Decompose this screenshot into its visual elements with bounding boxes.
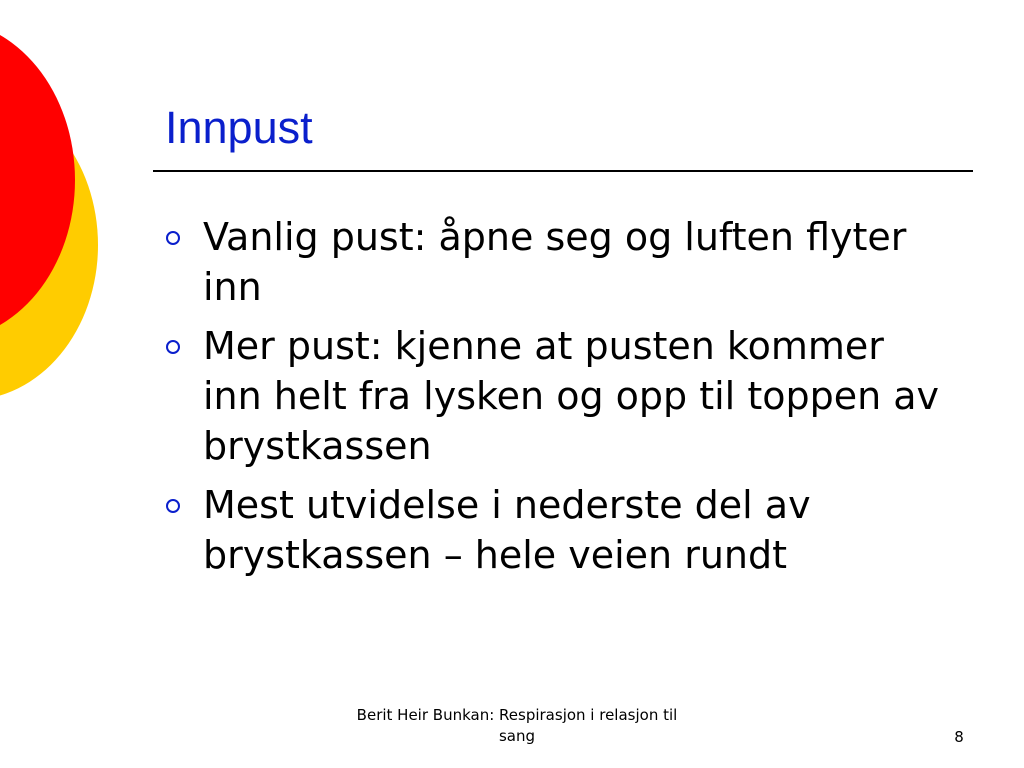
bullet-item bbox=[160, 480, 940, 580]
hollow-circle-icon bbox=[166, 340, 180, 354]
bullet-item bbox=[160, 212, 940, 312]
bullet-text: Mest utvidelse i nederste del av brystkassen – hele veien rundt bbox=[203, 483, 811, 577]
hollow-circle-icon bbox=[166, 231, 180, 245]
hollow-circle-icon bbox=[166, 499, 180, 513]
bullet-text: Mer pust: kjenne at pusten kommer inn helt fra lysken og opp til toppen av brystkassen bbox=[203, 324, 940, 468]
footer-caption: Berit Heir Bunkan: Respirasjon i relasjon til sang bbox=[356, 706, 678, 745]
bullet-item bbox=[160, 321, 940, 471]
page-number: 8 bbox=[954, 728, 964, 746]
bullet-text: Vanlig pust: åpne seg og luften flyter inn bbox=[203, 215, 907, 309]
bullet-list bbox=[160, 212, 940, 589]
slide-title: Innpust bbox=[165, 102, 313, 153]
title-divider bbox=[153, 170, 973, 172]
